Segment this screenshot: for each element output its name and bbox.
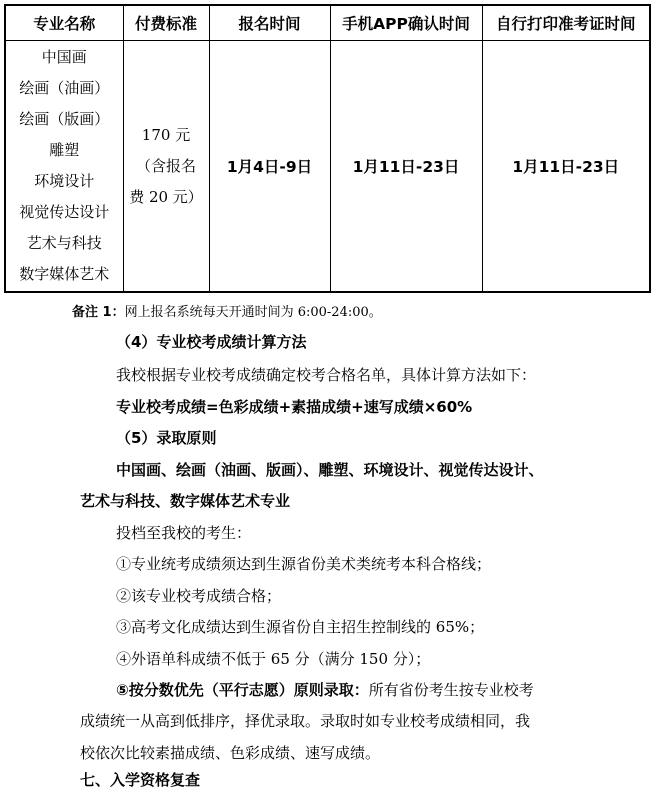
fee-line: （含报名 bbox=[135, 156, 196, 175]
major-item: 绘画（油画） bbox=[19, 79, 110, 97]
condition-5-line-3: 校依次比较素描成绩、色彩成绩、速写成绩。 bbox=[80, 744, 381, 762]
major-item: 雕塑 bbox=[49, 141, 80, 159]
header-app-confirm-time: 手机APP确认时间 bbox=[330, 5, 482, 41]
condition-5-line-2: 成绩统一从高到低排序，择优录取。录取时如专业校考成绩相同，我 bbox=[80, 712, 531, 730]
heading-score-calculation: （4）专业校考成绩计算方法 bbox=[116, 333, 307, 351]
header-print-ticket-time: 自行打印准考证时间 bbox=[482, 5, 650, 41]
paragraph-calculation: 我校根据专业校考成绩确定校考合格名单，具体计算方法如下： bbox=[116, 366, 537, 384]
condition-4: ④外语单科成绩不低于 65 分（满分 150 分）； bbox=[116, 650, 431, 668]
heading-admission-principle: （5）录取原则 bbox=[116, 429, 217, 447]
registration-time-cell: 1月4日-9日 bbox=[209, 41, 330, 293]
table-row bbox=[5, 41, 650, 293]
major-item: 环境设计 bbox=[34, 172, 95, 190]
condition-5-text: 所有省份考生按专业校考 bbox=[368, 681, 534, 699]
table-note bbox=[72, 301, 382, 320]
table-header-row bbox=[5, 5, 650, 41]
condition-5-bold: ⑤按分数优先（平行志愿）原则录取： bbox=[116, 681, 369, 699]
majors-cell bbox=[5, 41, 123, 293]
major-item: 艺术与科技 bbox=[26, 234, 102, 252]
majors-list-line-1: 中国画、绘画（油画、版画）、雕塑、环境设计、视觉传达设计、 bbox=[116, 461, 544, 479]
score-formula: 专业校考成绩=色彩成绩+素描成绩+速写成绩×60% bbox=[116, 398, 473, 416]
fee-line: 170 元 bbox=[141, 125, 191, 144]
major-item: 视觉传达设计 bbox=[19, 203, 110, 221]
major-item: 绘画（版画） bbox=[19, 110, 110, 128]
major-item: 数字媒体艺术 bbox=[19, 265, 110, 283]
header-major: 专业名称 bbox=[5, 5, 123, 41]
fee-cell bbox=[123, 41, 209, 293]
header-fee: 付费标准 bbox=[123, 5, 209, 41]
fee-schedule-table bbox=[4, 4, 651, 293]
fee-line: 费 20 元） bbox=[129, 187, 203, 206]
condition-5 bbox=[116, 679, 534, 700]
condition-3: ③高考文化成绩达到生源省份自主招生控制线的 65%； bbox=[116, 618, 485, 636]
app-confirm-time-cell: 1月11日-23日 bbox=[330, 41, 482, 293]
paragraph-applicants: 投档至我校的考生： bbox=[116, 524, 252, 542]
print-ticket-time-cell: 1月11日-23日 bbox=[482, 41, 650, 293]
header-registration-time: 报名时间 bbox=[209, 5, 330, 41]
condition-1: ①专业统考成绩须达到生源省份美术类统考本科合格线； bbox=[116, 555, 492, 573]
section-heading-qualification-review: 七、入学资格复查 bbox=[80, 771, 201, 789]
major-item: 中国画 bbox=[41, 48, 87, 66]
note-text: 网上报名系统每天开通时间为 6:00-24:00。 bbox=[124, 305, 382, 320]
majors-list-line-2: 艺术与科技、数字媒体艺术专业 bbox=[80, 492, 291, 510]
condition-2: ②该专业校考成绩合格； bbox=[116, 587, 282, 605]
note-label: 备注 1： bbox=[72, 305, 125, 320]
